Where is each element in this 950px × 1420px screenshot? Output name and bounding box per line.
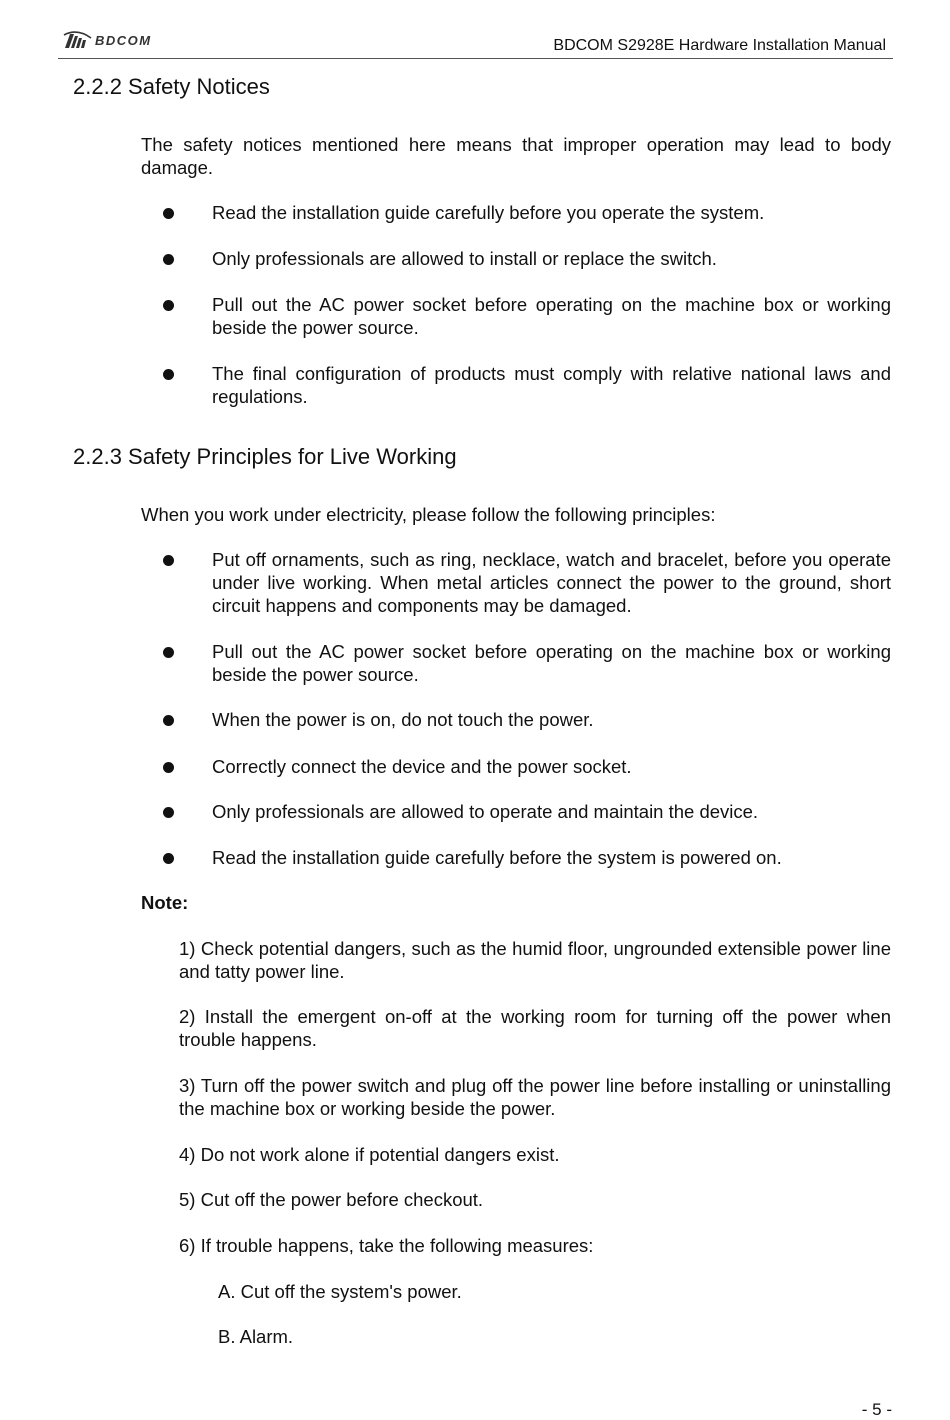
- note-item: 6) If trouble happens, take the following measures:: [179, 1235, 594, 1256]
- section-heading-safety-notices: 2.2.2 Safety Notices: [73, 74, 270, 99]
- document-title: BDCOM S2928E Hardware Installation Manual: [553, 37, 886, 54]
- section2-bullet: Correctly connect the device and the power socket.: [212, 756, 632, 777]
- page-number: - 5 -: [861, 1400, 892, 1419]
- note-item: 3) Turn off the power switch and plug off the power line before installing or uninstalling the machine box or working beside the power.: [179, 1075, 891, 1119]
- brand-logo: [62, 30, 152, 50]
- bullet-icon: [163, 853, 174, 864]
- bdcom-logo-icon: [62, 30, 92, 50]
- section2-bullet: Only professionals are allowed to operate and maintain the device.: [212, 801, 759, 822]
- bullet-icon: [163, 300, 174, 311]
- sub-item: B. Alarm.: [218, 1326, 294, 1347]
- note-item: 1) Check potential dangers, such as the humid floor, ungrounded extensible power line and tatty power line.: [179, 938, 891, 982]
- section2-bullet: When the power is on, do not touch the power.: [212, 709, 594, 730]
- section-heading-live-working: 2.2.3 Safety Principles for Live Working: [73, 444, 457, 469]
- bullet-icon: [163, 254, 174, 265]
- section2-bullet: Put off ornaments, such as ring, necklace, watch and bracelet, before you operate under live working. When metal articles connect the power to the ground, short circuit happens and components may be damaged.: [212, 549, 891, 616]
- bullet-icon: [163, 762, 174, 773]
- sub-item: A. Cut off the system's power.: [218, 1281, 462, 1302]
- bullet-icon: [163, 369, 174, 380]
- section1-bullet: Pull out the AC power socket before operating on the machine box or working beside the power source.: [212, 294, 891, 338]
- section2-bullet: Pull out the AC power socket before operating on the machine box or working beside the power source.: [212, 641, 891, 685]
- bullet-icon: [163, 208, 174, 219]
- note-item: 4) Do not work alone if potential dangers exist.: [179, 1144, 560, 1165]
- section1-bullet: The final configuration of products must comply with relative national laws and regulations.: [212, 363, 891, 407]
- note-item: 5) Cut off the power before checkout.: [179, 1189, 484, 1210]
- note-label: Note:: [141, 892, 189, 913]
- section2-intro: When you work under electricity, please follow the following principles:: [141, 504, 716, 525]
- logo-text: BDCOM: [95, 32, 152, 48]
- page-header: [58, 28, 893, 59]
- bullet-icon: [163, 715, 174, 726]
- section1-bullet: Only professionals are allowed to install or replace the switch.: [212, 248, 717, 269]
- section1-intro: The safety notices mentioned here means that improper operation may lead to body damage.: [141, 134, 891, 178]
- bullet-icon: [163, 807, 174, 818]
- note-item: 2) Install the emergent on-off at the working room for turning off the power when trouble happens.: [179, 1006, 891, 1050]
- section2-bullet: Read the installation guide carefully before the system is powered on.: [212, 847, 782, 868]
- section1-bullet: Read the installation guide carefully before you operate the system.: [212, 202, 765, 223]
- bullet-icon: [163, 555, 174, 566]
- bullet-icon: [163, 647, 174, 658]
